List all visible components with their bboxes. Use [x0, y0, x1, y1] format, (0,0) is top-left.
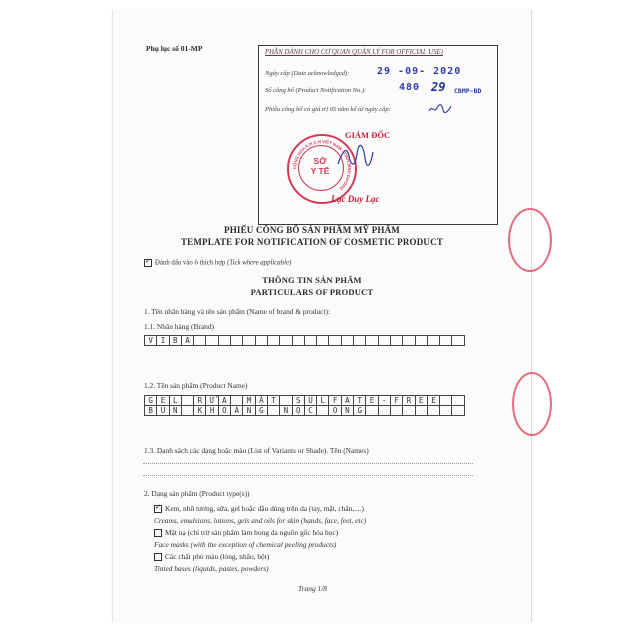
- question-1: 1. Tên nhãn hàng và tên sản phẩm (Name of brand & product):: [144, 307, 331, 316]
- letter-cell: T: [268, 396, 280, 406]
- letter-cell: [206, 336, 218, 346]
- letter-cell: I: [157, 336, 169, 346]
- tick-note: [144, 259, 291, 267]
- letter-cell: A: [342, 396, 354, 406]
- question-2-product-type: 2. Dạng sản phẩm (Product type(s)): [144, 489, 250, 498]
- product-type-checkbox-2[interactable]: [154, 529, 162, 537]
- date-acknowledged-label: Ngày cấp (Date acknowledged):: [265, 70, 350, 77]
- product-type-en-1: Creams, emulsions, lotions, gels and oils for skin (hands, face, feet, etc): [154, 516, 367, 525]
- letter-cell: F: [329, 396, 341, 406]
- letter-cell: [354, 336, 366, 346]
- letter-cell: N: [342, 406, 354, 416]
- letter-cell: Ọ: [293, 406, 305, 416]
- letter-cell: E: [416, 396, 428, 406]
- letter-cell: [182, 406, 194, 416]
- notification-number: 480: [399, 82, 421, 93]
- letter-cell: E: [428, 396, 440, 406]
- svg-text:CỘNG HÒA X.H.C.N VIỆT NAM · TỈ: CỘNG HÒA X.H.C.N VIỆT NAM · TỈNH BÌNH DƯƠNG: [291, 138, 353, 192]
- notification-suffix: CBMP-BD: [454, 87, 482, 95]
- letter-cell: [366, 406, 378, 416]
- letter-cell: [231, 336, 243, 346]
- title-vietnamese: PHIẾU CÔNG BỐ SẢN PHẨM MỸ PHẨM: [224, 225, 400, 235]
- letter-cell: [379, 406, 391, 416]
- letter-cell: A: [182, 336, 194, 346]
- date-signature-icon: [427, 102, 453, 116]
- product-type-vi-1: Kem, nhũ tương, sữa, gel hoặc dầu dùng trên da (tay, mặt, chân,....): [165, 504, 365, 513]
- letter-cell: [219, 336, 231, 346]
- letter-cell: [416, 406, 428, 416]
- letter-cell: [403, 336, 415, 346]
- letter-cell: O: [219, 406, 231, 416]
- letter-cell: K: [194, 406, 206, 416]
- product-type-vi-2: Mặt nạ (chỉ trừ sản phẩm làm bong da nguồn gốc hóa học): [165, 528, 339, 537]
- letter-cell: [440, 336, 452, 346]
- letter-cell: G: [145, 396, 157, 406]
- letter-cell: N: [243, 406, 255, 416]
- title-english: TEMPLATE FOR NOTIFICATION OF COSMETIC PRODUCT: [180, 237, 444, 247]
- section-title-vietnamese: THÔNG TIN SẢN PHẨM: [262, 275, 362, 285]
- letter-cell: [280, 336, 292, 346]
- letter-cell: O: [329, 406, 341, 416]
- product-type-checkbox-3[interactable]: [154, 553, 162, 561]
- letter-cell: [305, 336, 317, 346]
- letter-cell: B: [170, 336, 182, 346]
- letter-cell: [317, 406, 329, 416]
- page-number: Trang 1/8: [298, 584, 327, 593]
- letter-cell: S: [293, 396, 305, 406]
- product-type-option-3: [154, 552, 269, 561]
- letter-cell: [403, 406, 415, 416]
- letter-cell: Ặ: [256, 396, 268, 406]
- letter-cell: [243, 336, 255, 346]
- product-type-en-2: Face masks (with the exception of chemical peeling products): [154, 540, 337, 549]
- letter-cell: [391, 406, 403, 416]
- letter-cell: [452, 406, 464, 416]
- letter-cell: [268, 406, 280, 416]
- edge-stamp-bottom: [512, 372, 552, 436]
- letter-cell: A: [219, 396, 231, 406]
- letter-cell: L: [317, 396, 329, 406]
- variants-dotted-line-1: [143, 462, 473, 464]
- letter-cell: G: [256, 406, 268, 416]
- validity-label: Phiếu công bố có giá trị 05 năm kể từ ngày cấp:: [265, 106, 391, 113]
- product-type-option-2: [154, 528, 338, 537]
- letter-cell: F: [391, 396, 403, 406]
- letter-cell: Ù: [157, 406, 169, 416]
- date-acknowledged-value: 29 -09- 2020: [377, 66, 462, 77]
- letter-cell: -: [379, 396, 391, 406]
- tick-example-checkbox: [144, 259, 152, 267]
- letter-cell: [366, 336, 378, 346]
- letter-cell: [416, 336, 428, 346]
- question-1-2-product-name: 1.2. Tên sản phẩm (Product Name): [144, 381, 248, 390]
- letter-cell: M: [243, 396, 255, 406]
- letter-cell: Ử: [206, 396, 218, 406]
- letter-cell: [428, 406, 440, 416]
- letter-cell: E: [366, 396, 378, 406]
- letter-cell: G: [354, 406, 366, 416]
- letter-cell: N: [280, 406, 292, 416]
- question-1-3-variants: 1.3. Danh sách các dạng hoặc màu (List of Variants or Shade). Tên (Names): [144, 446, 369, 455]
- letter-cell: B: [145, 406, 157, 416]
- letter-cell: T: [354, 396, 366, 406]
- letter-cell: [268, 336, 280, 346]
- letter-cell: [342, 336, 354, 346]
- seal-center-text: SỞ Y TẾ: [310, 156, 330, 176]
- letter-cell: R: [403, 396, 415, 406]
- section-title-english: PARTICULARS OF PRODUCT: [250, 287, 374, 297]
- letter-cell: R: [194, 396, 206, 406]
- letter-cell: [280, 396, 292, 406]
- letter-cell: [293, 336, 305, 346]
- letter-cell: [452, 336, 464, 346]
- letter-cell: [194, 336, 206, 346]
- question-1-1-brand: 1.1. Nhãn hàng (Brand): [144, 322, 214, 331]
- letter-cell: C: [305, 406, 317, 416]
- product-type-vi-3: Các chất phủ màu (lỏng, nhão, bột): [165, 552, 270, 561]
- letter-cell: [440, 406, 452, 416]
- letter-cell: V: [145, 336, 157, 346]
- letter-cell: [440, 396, 452, 406]
- signer-name: Lục Duy Lạc: [331, 194, 380, 204]
- letter-cell: Á: [231, 406, 243, 416]
- letter-cell: [317, 336, 329, 346]
- appendix-label: Phụ lục số 01-MP: [146, 44, 203, 53]
- director-signature-icon: [335, 142, 375, 172]
- letter-cell: U: [305, 396, 317, 406]
- product-type-option-1: [154, 504, 364, 513]
- letter-cell: [182, 396, 194, 406]
- letter-cell: [231, 396, 243, 406]
- product-type-checkbox-1[interactable]: [154, 505, 162, 513]
- notification-handwritten-mark: 29: [431, 80, 446, 94]
- tick-note-en: (Tick where applicable): [226, 259, 292, 267]
- letter-cell: L: [170, 396, 182, 406]
- letter-cell: [329, 336, 341, 346]
- official-use-header: PHẦN DÀNH CHO CƠ QUAN QUẢN LÝ FOR OFFICIAL USE): [265, 49, 443, 56]
- product-name-letter-grid: [144, 395, 465, 416]
- letter-cell: [256, 336, 268, 346]
- tick-note-vi: Đánh dấu vào ô thích hợp: [155, 259, 226, 267]
- letter-cell: [428, 336, 440, 346]
- official-use-box: [258, 45, 498, 225]
- notification-number-label: Số công bố (Product Notification No.):: [265, 87, 367, 94]
- letter-cell: N: [170, 406, 182, 416]
- brand-letter-grid: [144, 335, 465, 346]
- letter-cell: E: [157, 396, 169, 406]
- letter-cell: [391, 336, 403, 346]
- letter-cell: [379, 336, 391, 346]
- letter-cell: [452, 396, 464, 406]
- director-title: GIÁM ĐỐC: [345, 130, 391, 140]
- variants-dotted-line-2: [143, 474, 473, 476]
- letter-cell: H: [206, 406, 218, 416]
- product-type-en-3: Tinted bases (liquids, pastes, powders): [154, 564, 269, 573]
